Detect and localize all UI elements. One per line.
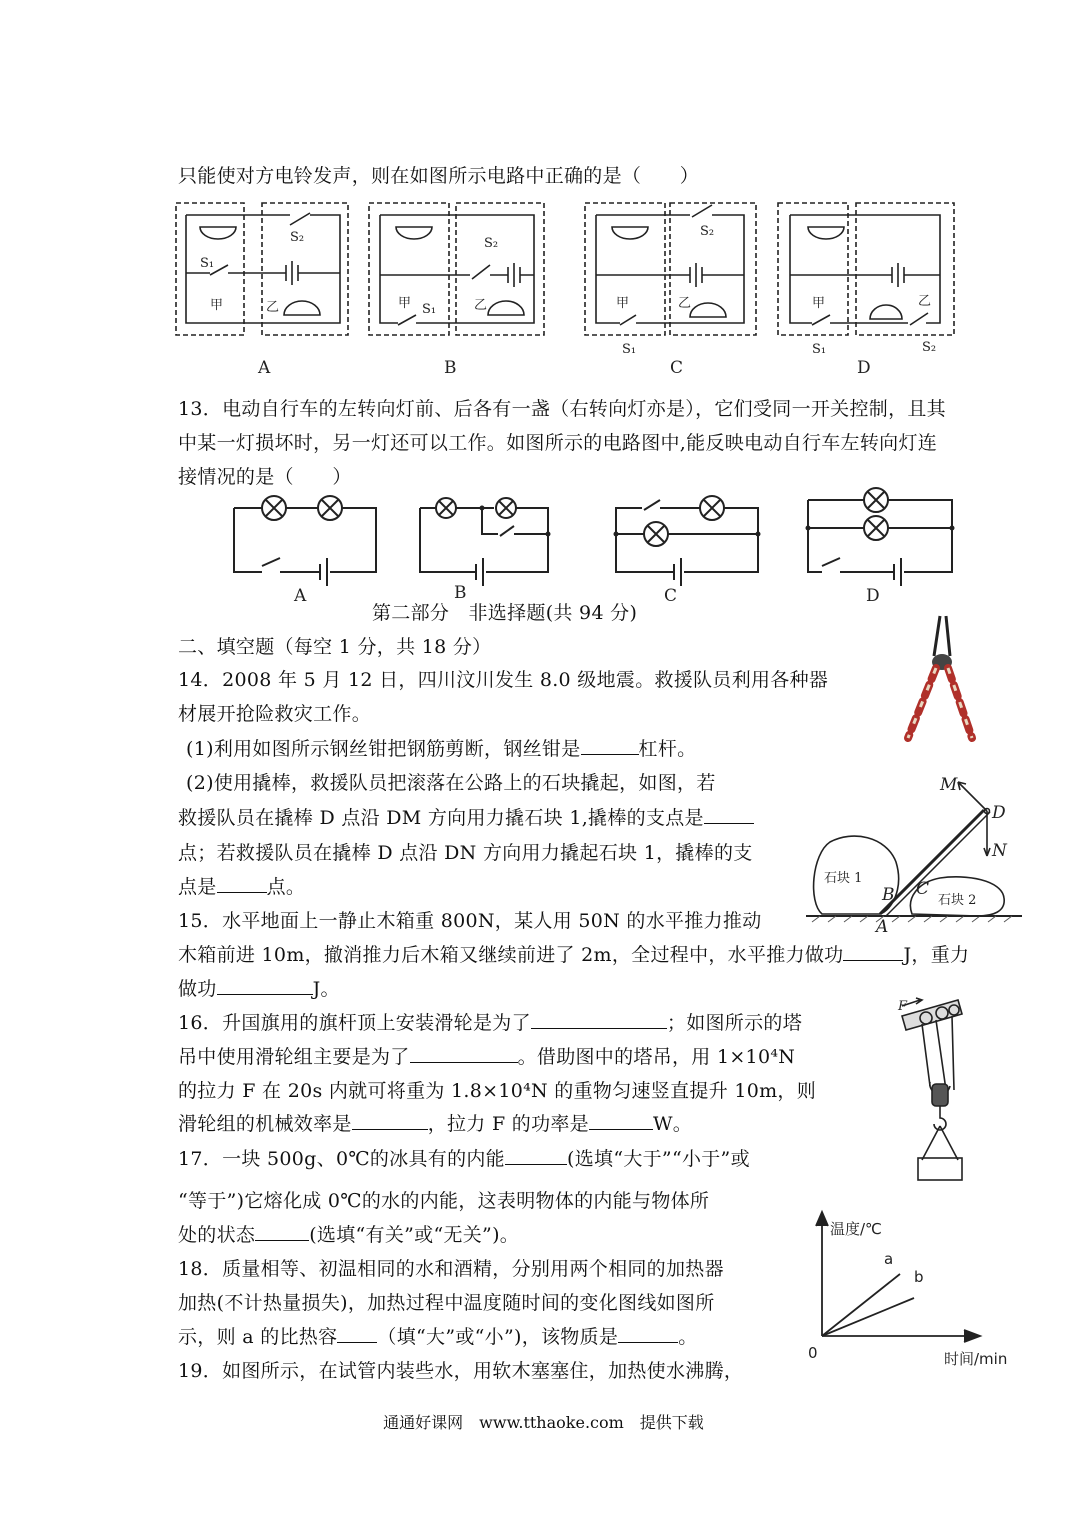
- q12-tail-text: 只能使对方电铃发声，则在如图所示电路中正确的是（ ）: [178, 165, 700, 187]
- q12-b-yi: 乙: [474, 298, 488, 313]
- q12-a-jia: 甲: [210, 298, 224, 313]
- q12-a-s2: S₂: [290, 230, 305, 245]
- q14-blank-2[interactable]: [704, 805, 754, 824]
- q16-line-4-b: ，拉力 F 的功率是: [427, 1113, 589, 1135]
- q17-line-1-a: 17．一块 500g、0℃的冰具有的内能: [178, 1148, 505, 1170]
- q16-line-3: 的拉力 F 在 20s 内就可将重为 1.8×10⁴N 的重物匀速竖直提升 10m，则: [178, 1080, 817, 1102]
- q13-circuit-a: [234, 496, 376, 586]
- q14-line-2: 材展开抢险救灾工作。: [178, 703, 372, 725]
- q17-blank-1[interactable]: [505, 1146, 567, 1165]
- q12-a-yi: 乙: [266, 300, 280, 315]
- q18-line-3-b: （填“大”或“小”)，该物质是: [377, 1326, 619, 1348]
- q12-option-d: D: [857, 358, 871, 378]
- q17-blank-2[interactable]: [255, 1222, 309, 1241]
- q12-c-yi: 乙: [678, 296, 692, 311]
- q13-line-2: 中某一灯损坏时，另一灯还可以工作。如图所示的电路图中,能反映电动自行车左转向灯连: [178, 432, 938, 454]
- q12-option-a: A: [258, 358, 271, 378]
- q16-blank-1[interactable]: [531, 1010, 667, 1029]
- q14-sub1: [186, 736, 696, 762]
- q14-sub2-line-4-b: 点。: [266, 876, 306, 898]
- q13-circuit-c: [616, 496, 758, 586]
- q15-blank-2[interactable]: [217, 976, 313, 995]
- q15-blank-1[interactable]: [843, 942, 903, 961]
- section2-heading: 二、填空题（每空 1 分，共 18 分）: [178, 636, 492, 658]
- graph-origin: 0: [808, 1344, 818, 1362]
- q12-circuit-diagrams: [0, 195, 1087, 395]
- q12-c-s1: S₁: [622, 342, 637, 357]
- q18-blank-1[interactable]: [337, 1324, 377, 1343]
- crowbar-figure: [800, 770, 1030, 940]
- page-footer: 通通好课网 www.tthaoke.com 提供下载: [383, 1413, 704, 1432]
- q15-line-2-b: J，重力: [903, 944, 970, 966]
- q16-line-1-b: ；如图所示的塔: [666, 1012, 802, 1034]
- q14-blank-3[interactable]: [217, 874, 267, 893]
- q16-blank-3[interactable]: [352, 1111, 428, 1130]
- q17-line-1-b: (选填“大于”“小于”或: [567, 1148, 750, 1170]
- q14-sub2-line-3: 点；若救援队员在撬棒 D 点沿 DN 方向用力撬起石块 1，撬棒的支: [178, 842, 753, 864]
- q13-option-b: B: [454, 583, 467, 603]
- part2-heading: 第二部分 非选择题(共 94 分): [372, 602, 638, 624]
- q13-option-a: A: [294, 586, 307, 606]
- q14-sub1-text-a: (1)利用如图所示钢丝钳把钢筋剪断，钢丝钳是: [186, 738, 581, 760]
- graph-label-b: b: [914, 1268, 924, 1286]
- fig-label-c: C: [916, 879, 930, 899]
- q13-line-1: 13．电动自行车的左转向灯前、后各有一盏（右转向灯亦是），它们受同一开关控制，且其: [178, 398, 946, 420]
- q12-circuit-b: [369, 203, 544, 335]
- crane-label-f: F: [898, 999, 908, 1014]
- q12-b-s2: S₂: [484, 236, 499, 251]
- q12-a-s1: S₁: [200, 256, 215, 271]
- temperature-time-graph: [800, 1208, 1020, 1378]
- q14-sub1-text-b: 杠杆。: [638, 738, 697, 760]
- fig-label-a: A: [876, 917, 889, 937]
- fig-label-m: M: [940, 775, 958, 795]
- q15-line-3-b: J。: [312, 978, 340, 1000]
- graph-line-a: [822, 1274, 900, 1336]
- q13-option-d: D: [866, 586, 880, 606]
- q18-line-1: 18．质量相等、初温相同的水和酒精，分别用两个相同的加热器: [178, 1258, 724, 1280]
- q18-blank-2[interactable]: [618, 1324, 678, 1343]
- q12-circuit-d: [778, 203, 954, 335]
- q15-line-2-a: 木箱前进 10m，撤消推力后木箱又继续前进了 2m，全过程中，水平推力做功: [178, 944, 844, 966]
- q14-sub2-line-2: [178, 805, 754, 831]
- q16-line-4-a: 滑轮组的机械效率是: [178, 1113, 352, 1135]
- q18-line-3: [178, 1324, 698, 1350]
- q14-sub2-line-1: (2)使用撬棒，救援队员把滚落在公路上的石块撬起，如图，若: [186, 772, 716, 794]
- q17-line-3-b: (选填“有关”或“无关”)。: [309, 1224, 520, 1246]
- q16-line-4-c: W。: [652, 1113, 693, 1135]
- q18-line-3-a: 示，则 a 的比热容: [178, 1326, 338, 1348]
- q13-option-c: C: [664, 586, 678, 606]
- pliers-illustration: [900, 612, 990, 742]
- q15-line-3-a: 做功: [178, 978, 217, 1000]
- q15-line-1: 15．水平地面上一静止木箱重 800N，某人用 50N 的水平推力推动: [178, 910, 762, 932]
- q15-line-2: [178, 942, 969, 968]
- q13-line-3: 接情况的是（ ）: [178, 466, 352, 488]
- q16-line-4: [178, 1111, 692, 1137]
- graph-label-a: a: [884, 1250, 894, 1268]
- q16-line-1-a: 16．升国旗用的旗杆顶上安装滑轮是为了: [178, 1012, 531, 1034]
- q14-sub2-line-4: [178, 874, 305, 900]
- q12-d-s1: S₁: [812, 342, 827, 357]
- q19-line-1: 19．如图所示，在试管内装些水，用软木塞塞住，加热使水沸腾，: [178, 1360, 744, 1382]
- q17-line-1: [178, 1146, 750, 1172]
- graph-ylabel: 温度/℃: [830, 1220, 882, 1238]
- graph-xlabel: 时间/min: [944, 1350, 1008, 1368]
- q14-sub2-line-4-a: 点是: [178, 876, 217, 898]
- q12-c-jia: 甲: [616, 296, 630, 311]
- q13-circuit-d: [808, 488, 952, 586]
- q13-circuit-b: [420, 498, 548, 586]
- q16-blank-4[interactable]: [589, 1111, 653, 1130]
- q12-option-c: C: [670, 358, 684, 378]
- q12-d-yi: 乙: [918, 294, 932, 309]
- q13-circuit-diagrams: [0, 488, 1087, 608]
- q12-b-s1: S₁: [422, 302, 437, 317]
- fig-label-rock2: 石块 2: [938, 893, 977, 908]
- q17-line-3-a: 处的状态: [178, 1224, 256, 1246]
- q16-line-1: [178, 1010, 802, 1036]
- fig-label-n: N: [992, 841, 1007, 861]
- q16-line-2: [178, 1044, 795, 1070]
- q14-sub2-text: 救援队员在撬棒 D 点沿 DM 方向用力撬石块 1,撬棒的支点是: [178, 807, 704, 829]
- q17-line-3: [178, 1222, 519, 1248]
- q16-line-2-b: 。借助图中的塔吊，用 1×10⁴N: [517, 1046, 796, 1068]
- q17-line-2: “等于”)它熔化成 0℃的水的内能，这表明物体的内能与物体所: [178, 1190, 710, 1212]
- fig-label-b: B: [882, 885, 895, 905]
- crane-pulley-figure: [896, 996, 976, 1186]
- graph-line-b: [822, 1298, 914, 1336]
- q18-line-2: 加热(不计热量损失)，加热过程中温度随时间的变化图线如图所: [178, 1292, 715, 1314]
- q12-option-b: B: [444, 358, 457, 378]
- q18-line-3-c: 。: [678, 1326, 698, 1348]
- q16-line-2-a: 吊中使用滑轮组主要是为了: [178, 1046, 410, 1068]
- q12-d-jia: 甲: [812, 296, 826, 311]
- q14-line-1: 14．2008 年 5 月 12 日，四川汶川发生 8.0 级地震。救援队员利用各种器: [178, 669, 829, 691]
- q12-d-s2: S₂: [922, 340, 937, 355]
- q14-blank-1[interactable]: [581, 736, 639, 755]
- q12-c-s2: S₂: [700, 224, 715, 239]
- q12-b-jia: 甲: [398, 296, 412, 311]
- fig-label-d: D: [992, 803, 1006, 823]
- q12-circuit-c: [585, 203, 756, 335]
- q15-line-3: [178, 976, 340, 1002]
- fig-label-rock1: 石块 1: [824, 871, 863, 886]
- q16-blank-2[interactable]: [410, 1044, 518, 1063]
